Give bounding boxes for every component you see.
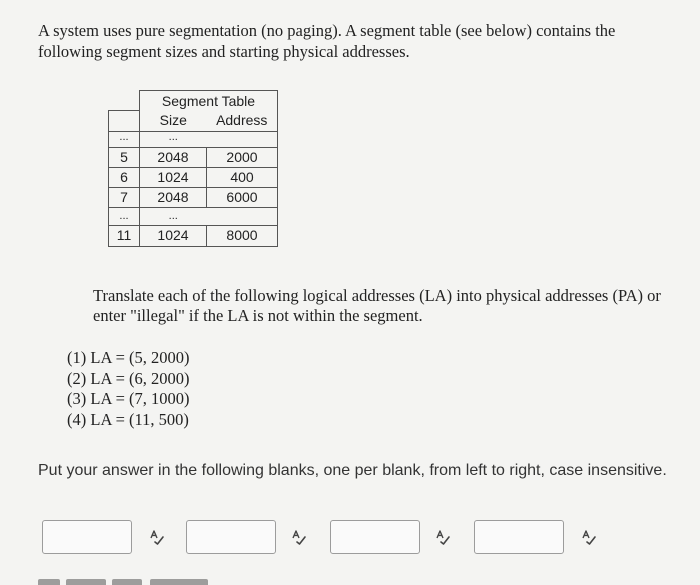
table-row [109, 167, 278, 187]
table-row [109, 147, 278, 167]
translate-instruction: Translate each of the following logical addresses (LA) into physical addresses (PA) or enter "illegal" if the LA is not within the segment. [93, 286, 661, 325]
segment-address: 8000 [207, 225, 278, 246]
spellcheck-icon[interactable] [580, 528, 598, 546]
segment-table [108, 90, 278, 247]
segment-address: 6000 [207, 187, 278, 207]
list-item: (1) LA = (5, 2000) [67, 348, 190, 367]
answer-instruction: Put your answer in the following blanks, one per blank, from left to right, case insensitive. [38, 462, 667, 479]
segment-number: 5 [109, 147, 140, 167]
list-item: (3) LA = (7, 1000) [67, 389, 190, 408]
ellipsis-marker: ... [140, 131, 207, 147]
logical-address-list [67, 348, 190, 430]
segment-size: 1024 [140, 225, 207, 246]
list-item: (2) LA = (6, 2000) [67, 368, 190, 388]
spellcheck-icon[interactable] [148, 528, 166, 546]
segment-size: 1024 [140, 167, 207, 187]
ellipsis-marker: ... [140, 207, 207, 225]
segment-number: 7 [109, 187, 140, 207]
column-header-address: Address [207, 110, 278, 131]
clipped-text-fragment [0, 578, 700, 585]
answer-input-3[interactable] [330, 520, 420, 554]
segment-size: 2048 [140, 147, 207, 167]
answer-input-2[interactable] [186, 520, 276, 554]
question-intro: A system uses pure segmentation (no paging). A segment table (see below) contains the following segment sizes and starting physical addresses. [38, 21, 616, 61]
ellipsis-marker: ... [109, 131, 140, 147]
column-header-size: Size [159, 111, 187, 128]
table-row [109, 225, 278, 246]
ellipsis-marker: ... [109, 207, 140, 225]
segment-number: 6 [109, 167, 140, 187]
segment-number: 11 [109, 225, 140, 246]
segment-address: 2000 [207, 147, 278, 167]
table-row [109, 187, 278, 207]
spellcheck-icon[interactable] [290, 528, 308, 546]
spellcheck-icon[interactable] [434, 528, 452, 546]
answer-input-1[interactable] [42, 520, 132, 554]
list-item: (4) LA = (11, 500) [67, 409, 189, 429]
segment-table-title: Segment Table [140, 91, 278, 111]
segment-address: 400 [207, 167, 278, 187]
segment-size: 2048 [140, 187, 207, 207]
answer-input-4[interactable] [474, 520, 564, 554]
